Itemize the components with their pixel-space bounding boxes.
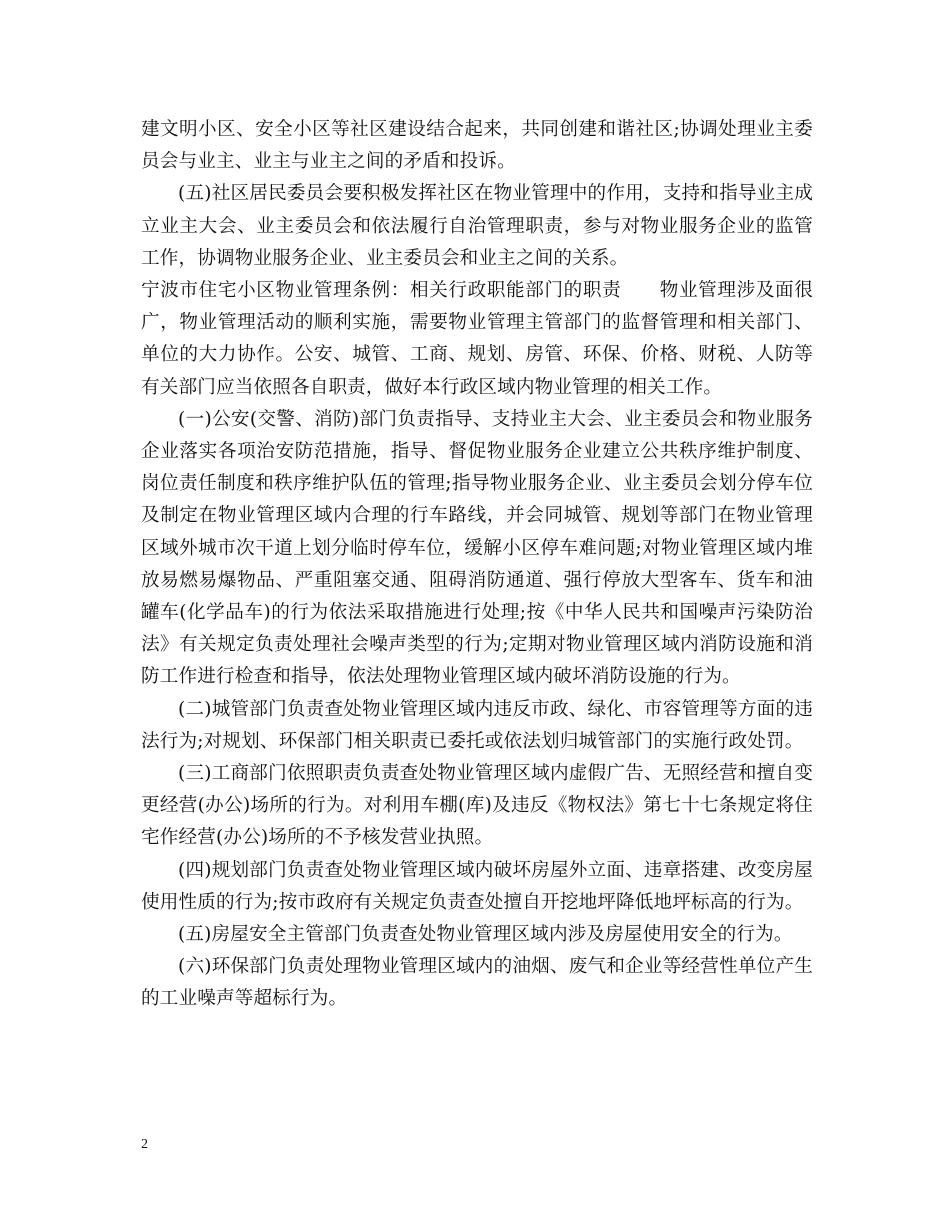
paragraph-public-security: (一)公安(交警、消防)部门负责指导、支持业主大会、业主委员会和物业服务企业落实各项治安防范措施，指导、督促物业服务企业建立公共秩序维护制度、岗位责任制度和秩序维护队伍的管理;指导物业服务企业、业主委员会划分停车位及制定在物业管理区域内合理的行车路线，并会同城管、规划等部门在物业管理区域外城市次干道上划分临时停车位，缓解小区停车难问题;对物业管理区域内堆放易燃易爆物品、严重阻塞交通、阻碍消防通道、强行停放大型客车、货车和油罐车(化学品车)的行为依法采取措施进行处理;按《中华人民共和国噪声污染防治法》有关规定负责处理社会噪声类型的行为;定期对物业管理区域内消防设施和消防工作进行检查和指导，依法处理物业管理区域内破坏消防设施的行为。 (141, 408, 813, 688)
paragraph-community-committee: (五)社区居民委员会要积极发挥社区在物业管理中的作用，支持和指导业主成立业主大会、业主委员会和依法履行自治管理职责，参与对物业服务企业的监管工作，协调物业服务企业、业主委员会和业主之间的关系。 (141, 183, 813, 269)
page-number: 2 (141, 1137, 148, 1152)
paragraph-continuation: 建文明小区、安全小区等社区建设结合起来，共同创建和谐社区;协调处理业主委员会与业主、业主与业主之间的矛盾和投诉。 (141, 119, 813, 173)
paragraph-housing-safety: (五)房屋安全主管部门负责查处物业管理区域内涉及房屋使用安全的行为。 (178, 924, 793, 946)
document-body (141, 114, 813, 1016)
paragraph-urban-management: (二)城管部门负责查处物业管理区域内违反市政、绿化、市容管理等方面的违法行为;对规划、环保部门相关职责已委托或依法划归城管部门的实施行政处罚。 (141, 698, 813, 752)
paragraph-planning: (四)规划部门负责查处物业管理区域内破坏房屋外立面、违章搭建、改变房屋使用性质的行为;按市政府有关规定负责查处擅自开挖地坪降低地坪标高的行为。 (141, 859, 813, 913)
paragraph-industry-commerce: (三)工商部门依照职责负责查处物业管理区域内虚假广告、无照经营和擅自变更经营(办公)场所的行为。对利用车棚(库)及违反《物权法》第七十七条规定将住宅作经营(办公)场所的不予核发营业执照。 (141, 763, 813, 849)
paragraph-department-duties-intro: 宁波市住宅小区物业管理条例：相关行政职能部门的职责 物业管理涉及面很广，物业管理活动的顺利实施，需要物业管理主管部门的监督管理和相关部门、单位的大力协作。公安、城管、工商、规划、房管、环保、价格、财税、人防等有关部门应当依照各自职责，做好本行政区域内物业管理的相关工作。 (141, 280, 813, 398)
paragraph-environmental-protection: (六)环保部门负责处理物业管理区域内的油烟、废气和企业等经营性单位产生的工业噪声等超标行为。 (141, 956, 813, 1010)
